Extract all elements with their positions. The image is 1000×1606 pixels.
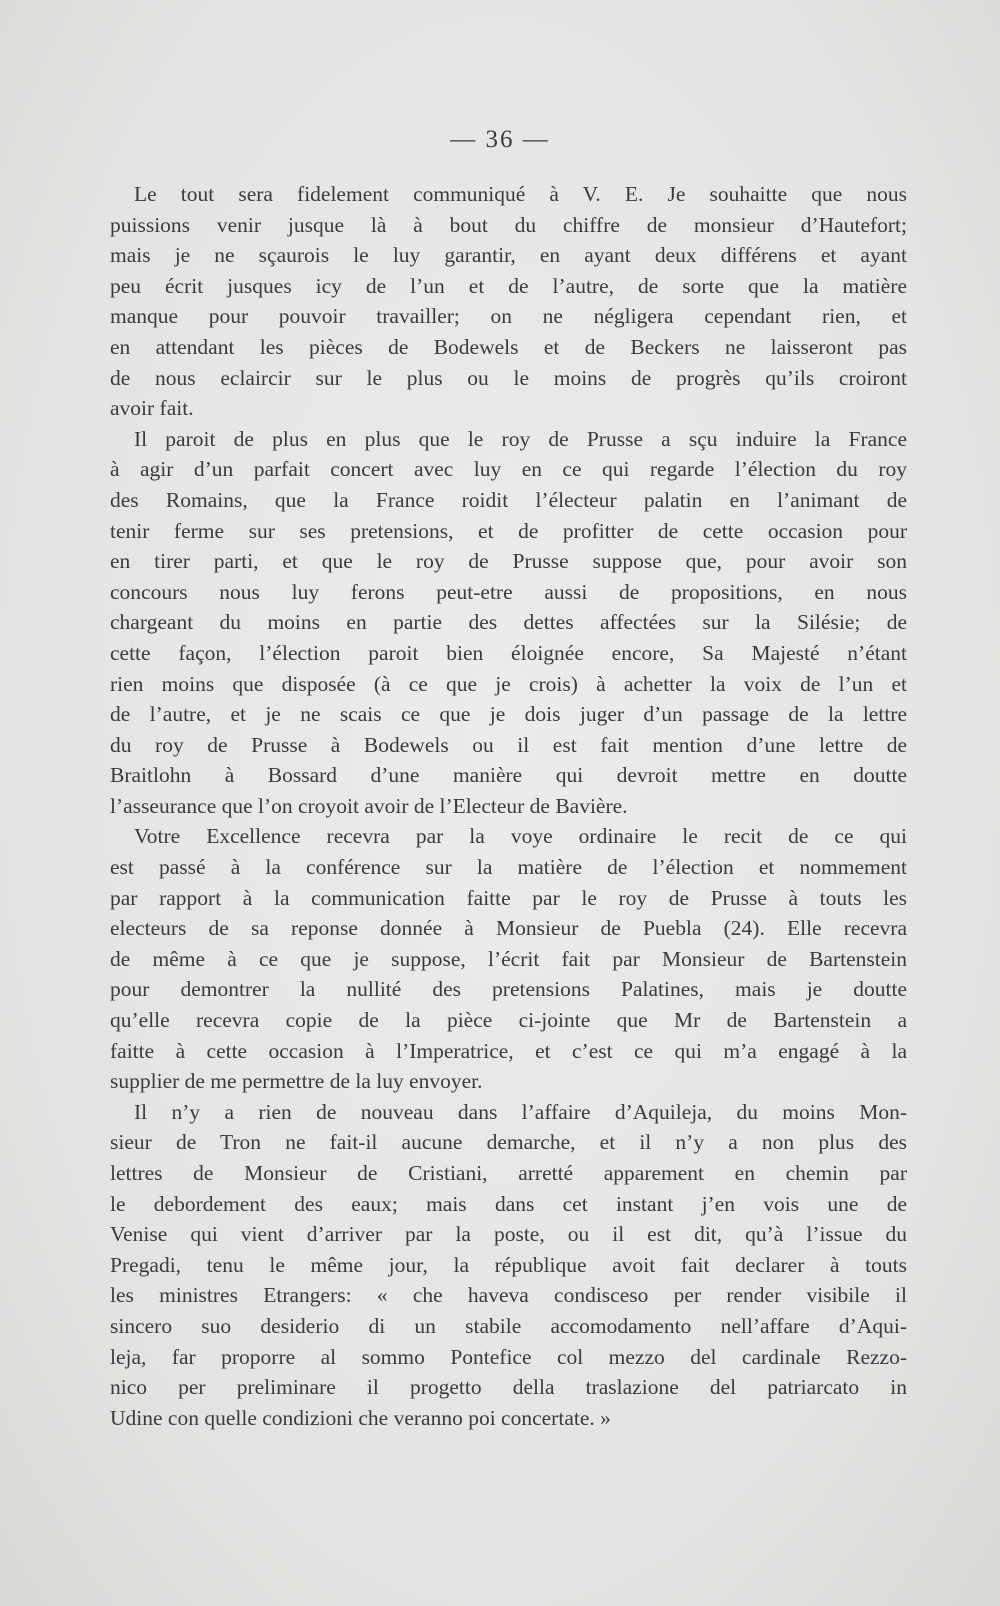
text-line: chargeant du moins en partie des dettes affectées sur la Silésie; de	[110, 610, 907, 635]
text-line: Votre Excellence recevra par la voye ordinaire le recit de ce qui	[134, 824, 907, 849]
text-line: Udine con quelle condizioni che veranno poi concertate. »	[110, 1405, 611, 1430]
text-line: Il n’y a rien de nouveau dans l’affaire d’Aquileja, du moins Mon-	[134, 1099, 907, 1124]
text-line: du roy de Prusse à Bodewels ou il est fait mention d’une lettre de	[110, 732, 907, 757]
text-line: en attendant les pièces de Bodewels et de Beckers ne laisseront pas	[110, 334, 907, 359]
text-line: leja, far proporre al sommo Pontefice col mezzo del cardinale Rezzo-	[110, 1344, 907, 1369]
body-text	[110, 179, 907, 1433]
page-number: — 36 —	[450, 126, 550, 153]
text-line: lettres de Monsieur de Cristiani, arretté apparement en chemin par	[110, 1161, 907, 1185]
text-line: manque pour pouvoir travailler; on ne négligera cependant rien, et	[110, 304, 907, 329]
paragraph-4	[110, 1097, 907, 1434]
text-line: pour demontrer la nullité des pretensions Palatines, mais je doutte	[110, 977, 907, 1002]
text-line: peu écrit jusques icy de l’un et de l’autre, de sorte que la matière	[110, 273, 907, 298]
text-line: de l’autre, et je ne scais ce que je dois juger d’un passage de la lettre	[110, 702, 907, 727]
text-line: à agir d’un parfait concert avec luy en ce qui regarde l’élection du roy	[110, 457, 907, 482]
text-line: supplier de me permettre de la luy envoyer.	[110, 1069, 483, 1094]
text-line: tenir ferme sur ses pretensions, et de profitter de cette occasion pour	[110, 518, 907, 543]
text-line: rien moins que disposée (à ce que je crois) à achetter la voix de l’un et	[110, 671, 907, 696]
text-line: Venise qui vient d’arriver par la poste, ou il est dit, qu’à l’issue du	[110, 1222, 907, 1247]
text-line: les ministres Etrangers: « che haveva condisceso per render visibile il	[110, 1283, 907, 1308]
paragraph-2	[110, 424, 907, 822]
text-line: de nous eclaircir sur le plus ou le moins de progrès qu’ils croiront	[110, 365, 907, 390]
text-line: electeurs de sa reponse donnée à Monsieur de Puebla (24). Elle recevra	[110, 916, 907, 941]
text-line: cette façon, l’élection paroit bien éloignée encore, Sa Majesté n’étant	[110, 640, 907, 665]
text-line: en tirer parti, et que le roy de Prusse suppose que, pour avoir son	[110, 549, 907, 574]
text-line: Braitlohn à Bossard d’une manière qui devroit mettre en doutte	[110, 763, 907, 788]
text-line: concours nous luy ferons peut-etre aussi de propositions, en nous	[110, 579, 907, 604]
text-line: l’asseurance que l’on croyoit avoir de l’Electeur de Bavière.	[110, 793, 628, 818]
text-line: qu’elle recevra copie de la pièce ci-jointe que Mr de Bartenstein a	[110, 1008, 907, 1033]
paragraph-1	[110, 179, 907, 424]
text-line: est passé à la conférence sur la matière de l’élection et nommement	[110, 855, 907, 880]
text-line: sieur de Tron ne fait-il aucune demarche, et il n’y a non plus des	[110, 1130, 907, 1155]
text-line: nico per preliminare il progetto della traslazione del patriarcato in	[110, 1375, 907, 1400]
text-line: par rapport à la communication faitte par le roy de Prusse à touts les	[110, 885, 907, 910]
text-line: mais je ne sçaurois le luy garantir, en ayant deux différens et ayant	[110, 243, 907, 268]
text-line: Pregadi, tenu le même jour, la république avoit fait declarer à touts	[110, 1252, 907, 1277]
text-line: des Romains, que la France roidit l’électeur palatin en l’animant de	[110, 487, 907, 512]
paragraph-3	[110, 821, 907, 1096]
text-line: faitte à cette occasion à l’Imperatrice, et c’est ce qui m’a engagé à la	[110, 1038, 907, 1063]
text-line: Il paroit de plus en plus que le roy de Prusse a sçu induire la France	[134, 426, 907, 451]
text-line: Le tout sera fidelement communiqué à V. E. Je souhaitte que nous	[134, 182, 907, 206]
text-line: sincero suo desiderio di un stabile accomodamento nell’affare d’Aqui-	[110, 1313, 907, 1338]
text-line: le debordement des eaux; mais dans cet instant j’en vois une de	[110, 1191, 907, 1216]
text-line: de même à ce que je suppose, l’écrit fait par Monsieur de Bartenstein	[110, 946, 907, 971]
text-line: avoir fait.	[110, 396, 194, 421]
text-line: puissions venir jusque là à bout du chiffre de monsieur d’Hautefort;	[110, 212, 907, 237]
